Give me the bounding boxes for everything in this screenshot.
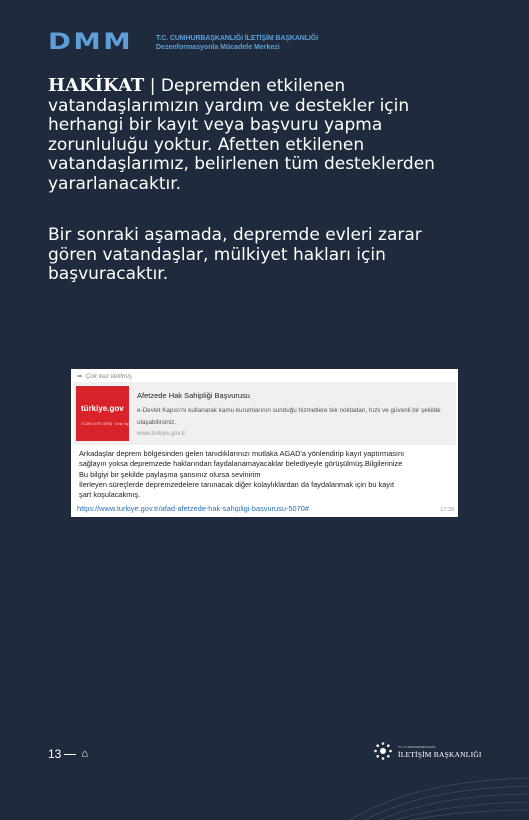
dmm-logo: DMM: [48, 30, 134, 55]
fact-divider: |: [149, 76, 156, 96]
institution-name: İLETİŞİM BAŞKANLIĞI: [398, 750, 482, 759]
forward-arrow-icon: ➦: [77, 373, 83, 380]
fact-text: Depremden etkilenen vatandaşlarımızın yardım ve destekler için herhangi bir kayıt veya başvuru yapma zorunluluğu yoktur. Afetten etkilenen vatandaşlarımız, belirlenen tüm desteklerden yararlanacaktır.: [48, 76, 435, 194]
institution-emblem-icon: [373, 741, 393, 761]
preview-url: www.turkiye.gov.tr: [137, 431, 186, 437]
link-preview[interactable]: [73, 382, 456, 445]
org-line-2: Dezenformasyonla Mücadele Merkezi: [156, 44, 280, 51]
message-link[interactable]: https://www.turkiye.gov.tr/afad-afetzede-hak-sahipligi-basvurusu-5070#: [77, 504, 309, 513]
message-line: Bu bilgiyi bir şekilde paylaşma şansınız olursa sevinirim: [79, 469, 261, 479]
fact-paragraph: [48, 76, 468, 194]
forwarded-text: Çok kez iletilmiş: [85, 373, 133, 380]
institution-text: [398, 743, 482, 759]
page-footer: [48, 747, 88, 761]
message-line: İlerleyen süreçlerde depremzedelere tanınacak diğer kolaylıklardan da faydalanmak için bu kayıt: [79, 479, 395, 489]
preview-brand: türkiye.gov: [81, 404, 124, 413]
message-line: Arkadaşlar deprem bölgesinden gelen tanıdıklarınızı mutlaka AGAD'a yönlendirip kayıt yaptırmasını: [79, 449, 405, 458]
preview-description: e-Devlet Kapısı'nı kullanarak kamu kurumlarının sunduğu hizmetlere tek noktadan, hızlı ve güvenli bir şekilde ulaşabilirsiniz.: [137, 407, 441, 426]
header-logo: [48, 30, 318, 55]
message-line: şart koşulacakmış.: [79, 490, 141, 500]
preview-title: Afetzede Hak Sahipliği Başvurusu: [137, 391, 250, 400]
institution-small: T.C. CUMHURBAŞKANLIĞI: [398, 745, 436, 749]
forwarded-message-screenshot: [71, 369, 458, 517]
page-number: 13: [48, 747, 62, 761]
message-time: 17:39: [440, 507, 454, 513]
message-body: [79, 449, 455, 500]
footer-separator: [64, 754, 76, 755]
preview-thumbnail: [76, 386, 129, 441]
next-step-paragraph: Bir sonraki aşamada, depremde evleri zarar gören vatandaşlar, mülkiyet hakları için başvuracaktır.: [48, 225, 422, 284]
institution-logo: [373, 741, 482, 761]
message-line: sağlayın yoksa depremzede haklarından faydalanamayacaklar belediyeyle görüşülmüş.Bilgilerinize: [79, 459, 403, 469]
decorative-waves: [330, 760, 529, 820]
org-line-1: T.C. CUMHURBAŞKANLIĞI İLETİŞİM BAŞKANLIĞI: [156, 35, 318, 42]
forwarded-label: [77, 372, 132, 380]
home-icon[interactable]: ⌂: [81, 748, 89, 760]
preview-tagline: E-DEVLETE GİRİŞ · Giriş Yap: [82, 422, 129, 426]
fact-keyword: HAKİKAT: [48, 75, 145, 96]
